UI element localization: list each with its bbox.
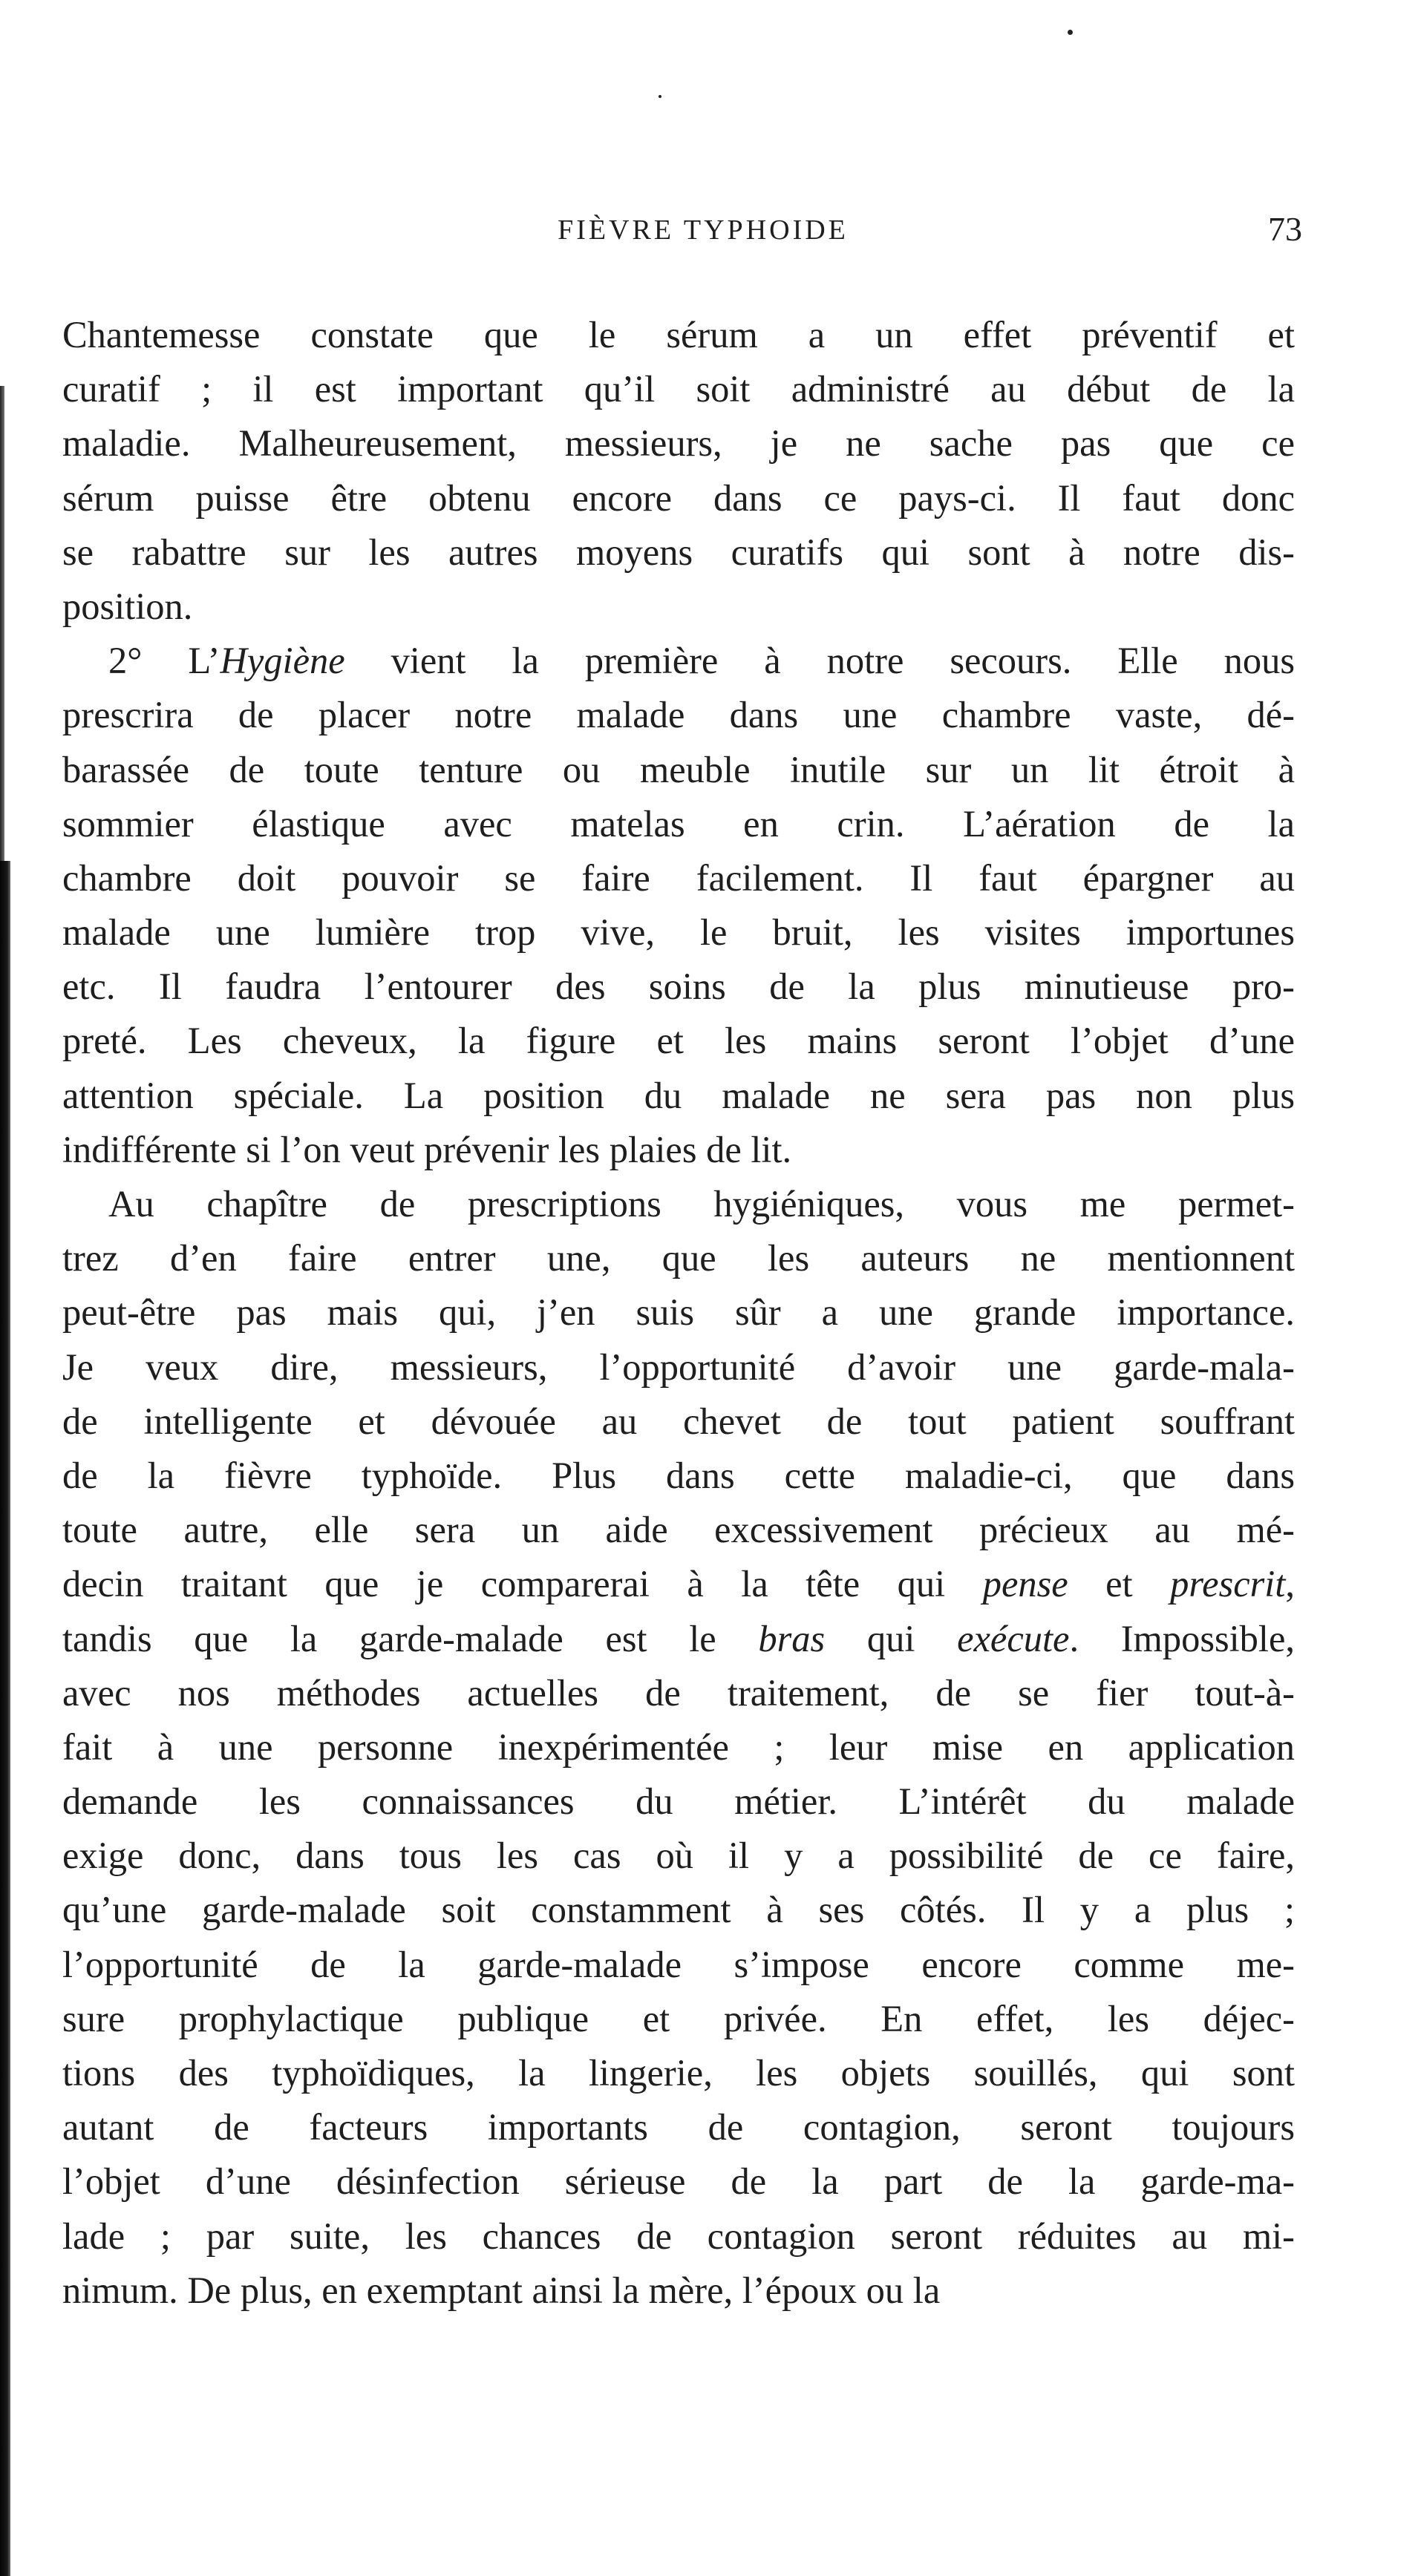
- binding-shadow-top: [0, 386, 4, 861]
- text-line: curatif ; il est important qu’il soit administré au début de la: [62, 368, 1295, 410]
- text-line: sure prophylactique publique et privée. En effet, les déjec-: [62, 1997, 1295, 2039]
- text-line: preté. Les cheveux, la figure et les mains seront l’objet d’une: [62, 1020, 1295, 1062]
- text-line: attention spéciale. La position du malade ne sera pas non plus: [62, 1074, 1295, 1116]
- text-line: demande les connaissances du métier. L’intérêt du malade: [62, 1780, 1295, 1823]
- page-number: 73: [1268, 210, 1302, 248]
- text-line: autant de facteurs importants de contagion, seront toujours: [62, 2106, 1295, 2149]
- text-line: l’objet d’une désinfection sérieuse de la part de la garde-ma-: [62, 2160, 1295, 2203]
- paragraph: [62, 1177, 1295, 2318]
- text-line: malade une lumière trop vive, le bruit, les visites importunes: [62, 911, 1295, 954]
- text-line: trez d’en faire entrer une, que les auteurs ne mentionnent: [62, 1237, 1295, 1279]
- text-line: maladie. Malheureusement, messieurs, je ne sache pas que ce: [62, 422, 1295, 465]
- text-line: Chantemesse constate que le sérum a un effet préventif et: [62, 314, 1295, 355]
- italic-word: exécute: [957, 1617, 1070, 1659]
- italic-word: pense: [982, 1563, 1068, 1605]
- text-line: decin traitant que je comparerai à la tête qui pense et prescrit,: [62, 1563, 1295, 1605]
- ink-speck: [659, 95, 661, 98]
- text-line: avec nos méthodes actuelles de traitement, de se fier tout-à-: [62, 1671, 1295, 1714]
- running-head: FIÈVRE TYPHOIDE: [558, 214, 849, 246]
- text-line: fait à une personne inexpérimentée ; leur mise en application: [62, 1725, 1295, 1768]
- page-header: [62, 210, 1344, 258]
- text-line: tandis que la garde-malade est le bras qui exécute. Impossible,: [62, 1617, 1295, 1659]
- text-line: exige donc, dans tous les cas où il y a possibilité de ce faire,: [62, 1835, 1295, 1877]
- binding-shadow: [0, 861, 10, 2576]
- text-line: Je veux dire, messieurs, l’opportunité d’avoir une garde-mala-: [62, 1346, 1295, 1388]
- text-line: tions des typhoïdiques, la lingerie, les objets souillés, qui sont: [62, 2052, 1295, 2094]
- italic-word: Hygiène: [220, 640, 345, 682]
- text-line: position.: [62, 585, 193, 627]
- italic-word: prescrit: [1170, 1563, 1286, 1605]
- text-line: chambre doit pouvoir se faire facilement. Il faut épargner au: [62, 856, 1295, 899]
- text-line: nimum. De plus, en exemptant ainsi la mère, l’époux ou la: [62, 2269, 941, 2311]
- paragraph: [62, 634, 1295, 1177]
- text-line: lade ; par suite, les chances de contagion seront réduites au mi-: [62, 2215, 1295, 2257]
- text-line: qu’une garde-malade soit constamment à ses côtés. Il y a plus ;: [62, 1889, 1295, 1931]
- text-line: toute autre, elle sera un aide excessivement précieux au mé-: [62, 1509, 1295, 1551]
- text-line: prescrira de placer notre malade dans une chambre vaste, dé-: [62, 694, 1295, 736]
- paragraph: [62, 308, 1295, 634]
- text-line: peut-être pas mais qui, j’en suis sûr a une grande importance.: [62, 1291, 1295, 1334]
- text-line: sommier élastique avec matelas en crin. L’aération de la: [62, 802, 1295, 845]
- text-line: de la fièvre typhoïde. Plus dans cette maladie-ci, que dans: [62, 1454, 1295, 1496]
- body-text: [62, 308, 1295, 2318]
- text-line: barassée de toute tenture ou meuble inutile sur un lit étroit à: [62, 748, 1295, 790]
- text-line: se rabattre sur les autres moyens curatifs qui sont à notre dis-: [62, 531, 1295, 573]
- text-line: 2° L’Hygiène vient la première à notre secours. Elle nous: [108, 640, 1295, 682]
- text-line: etc. Il faudra l’entourer des soins de la plus minutieuse pro-: [62, 966, 1295, 1008]
- text-line: Au chapître de prescriptions hygiéniques, vous me permet-: [108, 1183, 1295, 1225]
- text-line: l’opportunité de la garde-malade s’impose encore comme me-: [62, 1943, 1295, 1985]
- text-line: indifférente si l’on veut prévenir les plaies de lit.: [62, 1128, 792, 1170]
- ink-speck: [1068, 30, 1073, 35]
- text-line: de intelligente et dévouée au chevet de tout patient souffrant: [62, 1400, 1295, 1442]
- italic-word: bras: [758, 1617, 826, 1659]
- text-line: sérum puisse être obtenu encore dans ce pays-ci. Il faut donc: [62, 476, 1295, 519]
